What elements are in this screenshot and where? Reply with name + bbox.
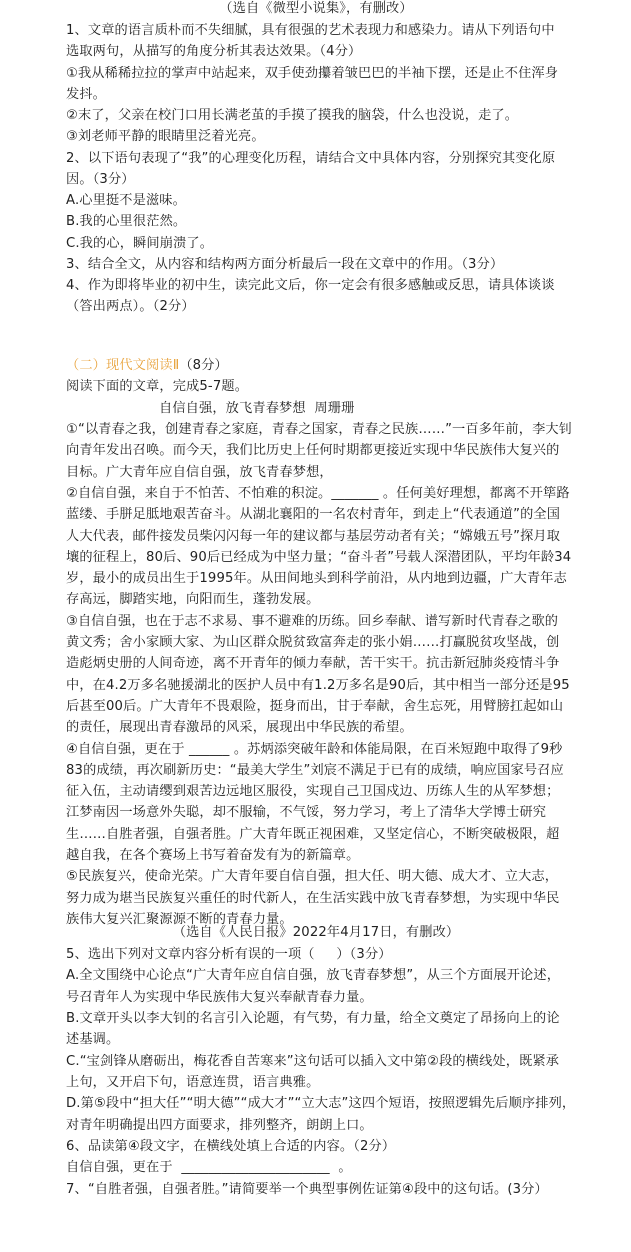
question-5-option-a-line-2: 号召青年人为实现中华民族伟大复兴奉献青春力量。 (66, 990, 373, 1005)
question-2-line-2: 因。（3分） (66, 172, 135, 187)
question-1-option-1-line-1: ①我从稀稀拉拉的掌声中站起来，双手使劲攥着皱巴巴的半袖下摆，还是止不住浑身 (66, 66, 559, 81)
question-1-option-3: ③刘老师平静的眼睛里泛着光亮。 (66, 129, 265, 144)
question-1-line-2: 选取两句，从描写的角度分析其表达效果。（4分） (66, 44, 362, 59)
question-2-line-1: 2、以下语句表现了“我”的心理变化历程，请结合文中具体内容，分别探究其变化原 (66, 151, 556, 166)
question-3: 3、结合全文，从内容和结构两方面分析最后一段在文章中的作用。（3分） (66, 257, 504, 272)
question-5-option-d-line-2: 对青年明确提出四方面要求，排列整齐，朗朗上口。 (66, 1118, 373, 1133)
article-line: 存高远，脚踏实地，向阳而生，蓬勃发展。 (66, 592, 320, 608)
article-line: 向青年发出召唤。而今天，我们比历史上任何时期都更接近实现中华民族伟大复兴的 (66, 443, 560, 459)
article-line: 努力成为堪当民族复兴重任的时代新人，在生活实践中放飞青春梦想，为实现中华民 (66, 890, 560, 906)
article-line: 的责任，展现出青春激昂的风采，展现出中华民族的希望。 (66, 720, 413, 736)
part1-source: （选自《微型小说集》，有删改） (219, 1, 413, 16)
article-line: 人大代表，邮件接发员柴闪闪每一年的建议都与基层劳动者有关；“嫦娥五号”探月取 (66, 528, 561, 544)
question-2-option-b: B.我的心里很茫然。 (66, 214, 187, 229)
article-line: ③自信自强，也在于志不求易、事不避难的历练。回乡奉献、谱写新时代青春之歌的 (66, 613, 559, 629)
question-5-option-c-line-2: 上句，又开启下句，语意连贯，语言典雅。 (66, 1075, 320, 1090)
article-line: 生……自胜者强，自强者胜。广大青年既正视困难，又坚定信心，不断突破极限，超 (66, 826, 560, 842)
article-line: 岁，最小的成员出生于1995年。从田间地头到科学前沿，从内地到边疆，广大青年志 (66, 571, 567, 587)
question-7: 7、“自胜者强，自强者胜。”请简要举一个典型事例佐证第④段中的这句话。(3分） (66, 1182, 548, 1197)
article-line: 壤的征程上，80后、90后已经成为中坚力量；“奋斗者”号载人深潜团队，平均年龄34 (66, 549, 572, 565)
article-line: 黄文秀；舍小家顾大家、为山区群众脱贫致富奔走的张小娟……打赢脱贫攻坚战，创 (66, 635, 560, 650)
article-line: ⑤民族复兴，使命光荣。广大青年要自信自强，担大任、明大德、成大才、立大志， (66, 869, 559, 885)
article-line: ①“以青春之我，创建青春之家庭，青春之国家，青春之民族……”一百多年前，李大钊 (66, 422, 573, 437)
article-line: 造彪炳史册的人间奇迹，离不开青年的倾力奉献，苦干实干。抗击新冠肺炎疫情斗争 (66, 656, 560, 672)
article-line: 83的成绩，再次刷新历史：“最美大学生”刘宸不满足于已有的成绩，响应国家号召应 (66, 762, 564, 778)
question-5: 5、选出下列对文章内容分析有误的一项（ ）（3分） (66, 947, 392, 962)
article-line: 族伟大复兴汇聚源源不断的青春力量。 (66, 911, 293, 927)
section-heading (66, 355, 228, 376)
question-6-blank: 自信自强，更在于 ______________________ 。 (66, 1160, 352, 1175)
article-line: ④自信自强，更在于 ______ 。苏炳添突破年龄和体能局限，在百米短跑中取得了9秒 (66, 741, 563, 757)
article-line: 越自我，在各个赛场上书写着奋发有为的新篇章。 (66, 848, 360, 863)
article-title: 自信自强，放飞青春梦想 周珊珊 (159, 401, 355, 416)
question-5-option-b-line-1: B.文章开头以李大钊的名言引入论题，有气势，有力量，给全文奠定了昂扬向上的论 (66, 1011, 560, 1026)
article-line: 江梦南因一场意外失聪，却不服输，不气馁，努力学习，考上了清华大学博士研究 (66, 805, 547, 821)
question-1-option-2: ②末了，父亲在校门口用长满老茧的手摸了摸我的脑袋，什么也没说，走了。 (66, 108, 519, 123)
question-1-option-1-line-2: 发抖。 (66, 87, 107, 102)
question-4-line-2: （答出两点）。（2分） (66, 299, 195, 314)
article-line: 蓝缕、手胼足胝地艰苦奋斗。从湖北襄阳的一名农村青年，到走上“代表通道”的全国 (66, 507, 561, 523)
question-5-option-d-line-1: D.第⑤段中“担大任”“明大德”“成大才”“立大志”这四个短语，按照逻辑先后顺序排列， (66, 1096, 576, 1111)
question-5-option-b-line-2: 述基调。 (66, 1032, 120, 1047)
article-source: （选自《人民日报》2022年4月17日，有删改） (172, 925, 460, 940)
article-line: ②自信自强，来自于不怕苦、不怕难的积淀。_______ 。任何美好理想，都离不开筚路 (66, 485, 570, 501)
section-heading-score: （8分） (179, 358, 228, 373)
question-2-option-c: C.我的心，瞬间崩溃了。 (66, 236, 214, 251)
question-2-option-a: A.心里挺不是滋味。 (66, 193, 186, 208)
question-1-line-1: 1、文章的语言质朴而不失细腻，具有很强的艺术表现力和感染力。请从下列语句中 (66, 23, 555, 38)
reading-instruction: 阅读下面的文章，完成5-7题。 (66, 379, 249, 394)
article-line: 中，在4.2万多名驰援湖北的医护人员中有1.2万多名是90后，其中相当一部分还是95 (66, 677, 570, 693)
question-5-option-a-line-1: A.全文围绕中心论点“广大青年应自信自强，放飞青春梦想”，从三个方面展开论述， (66, 968, 561, 983)
article-line: 后甚至00后。广大青年不畏艰险，挺身而出，甘于奉献，舍生忘死，用臂膀扛起如山 (66, 698, 564, 714)
section-heading-title: （二）现代文阅读Ⅱ (66, 358, 180, 373)
article-line: 征入伍，主动请缨到艰苦边远地区服役，实现自己卫国戍边、历练人生的从军梦想； (66, 784, 560, 800)
question-4-line-1: 4、作为即将毕业的初中生，读完此文后，你一定会有很多感触或反思，请具体谈谈 (66, 278, 555, 293)
question-5-option-c-line-1: C.“宝剑锋从磨砺出，梅花香自苦寒来”这句话可以插入文中第②段的横线处，既紧承 (66, 1054, 560, 1069)
article-line: 目标。广大青年应自信自强，放飞青春梦想， (66, 464, 333, 480)
question-6: 6、品读第④段文字，在横线处填上合适的内容。（2分） (66, 1139, 396, 1154)
